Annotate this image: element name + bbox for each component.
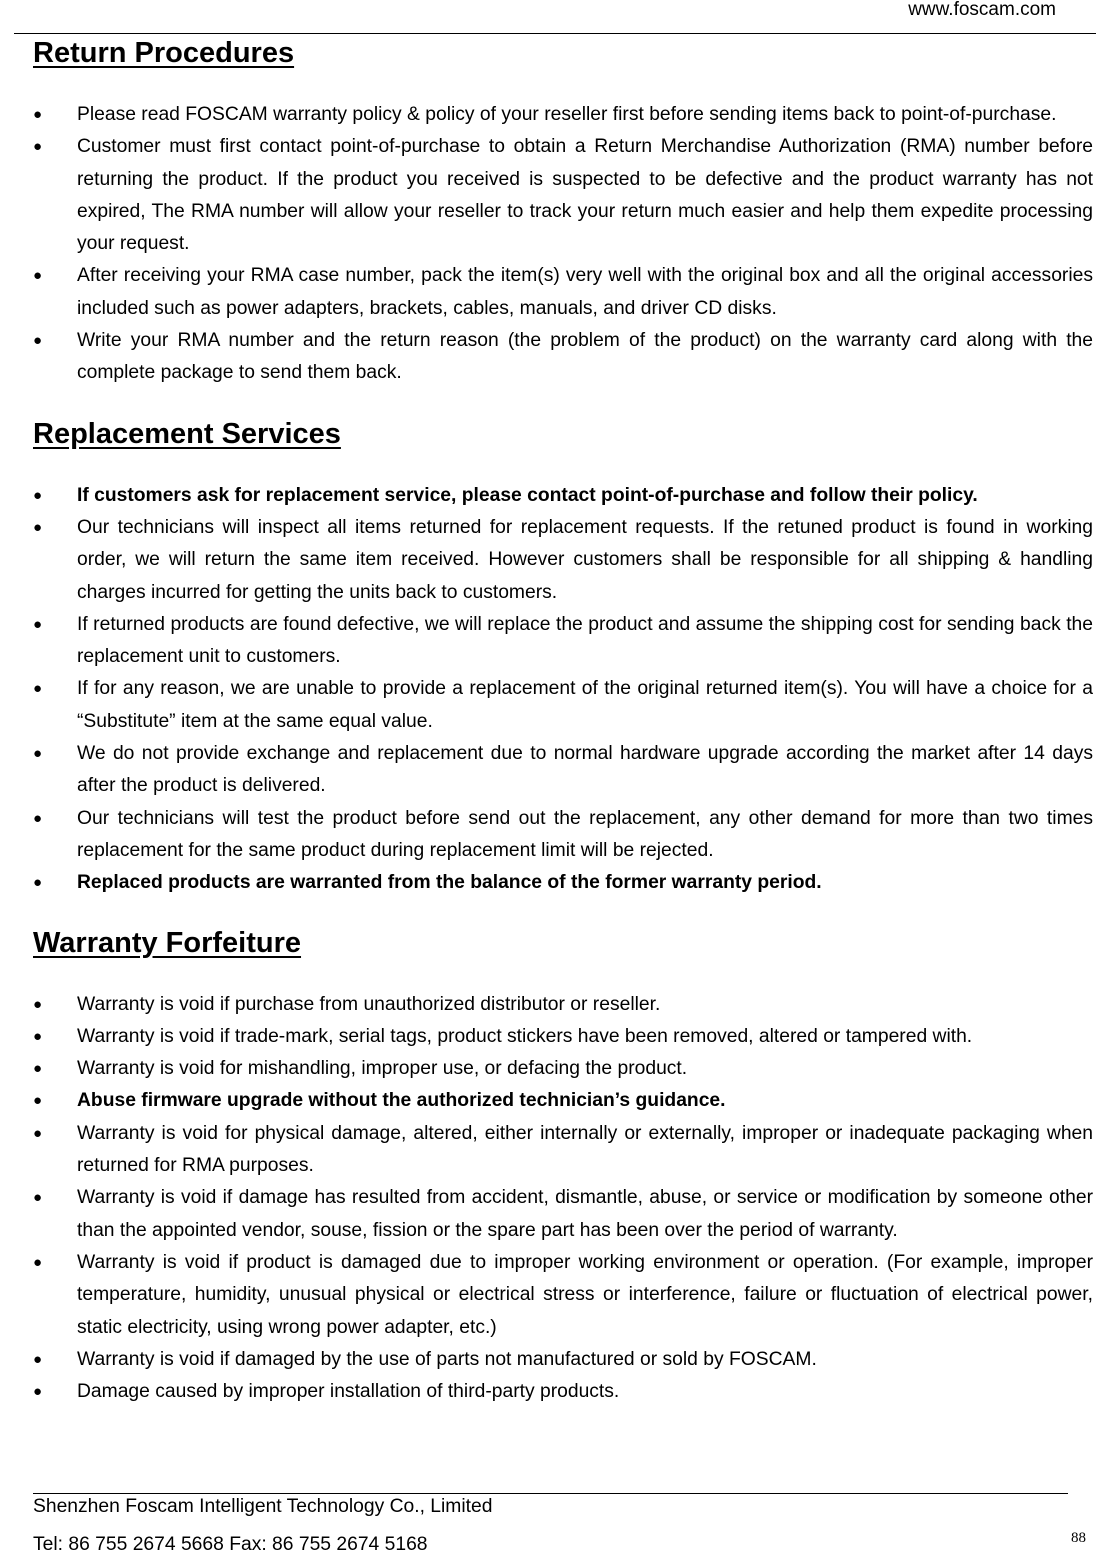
- list-item-text: Please read FOSCAM warranty policy & policy of your reseller first before sending items back to point-of-purchase.: [77, 104, 1057, 125]
- list-item: [33, 1085, 1093, 1117]
- list-item: [33, 1021, 1093, 1053]
- bullet-list: [33, 480, 1093, 900]
- list-item-text: Abuse firmware upgrade without the authorized technician’s guidance.: [77, 1090, 726, 1112]
- section-warranty-forfeiture: [33, 925, 1093, 1409]
- bullet-icon: ●: [33, 332, 43, 350]
- bullet-icon: ●: [33, 874, 43, 892]
- list-item: [33, 512, 1093, 609]
- bullet-icon: ●: [33, 745, 43, 763]
- bullet-icon: ●: [33, 615, 43, 633]
- bullet-list: [33, 99, 1093, 390]
- section-title: Warranty Forfeiture: [33, 926, 302, 959]
- list-item: [33, 1118, 1093, 1183]
- page-number: 88: [1071, 1530, 1086, 1546]
- list-item-text: If customers ask for replacement service, please contact point-of-purchase and follow their policy.: [77, 484, 978, 506]
- list-item: [33, 673, 1093, 738]
- list-item-text: Warranty is void for physical damage, altered, either internally or externally, improper or inadequate packaging when returned for RMA purposes.: [77, 1122, 1093, 1177]
- list-item-text: Our technicians will inspect all items returned for replacement requests. If the retuned product is found in working order, we will return the same item received. However customers shall be responsible for all shipping & handling charges incurred for getting the units back to customers.: [77, 516, 1093, 603]
- header-url: www.foscam.com: [908, 0, 1056, 20]
- bullet-icon: ●: [33, 1124, 43, 1142]
- list-item-text: Warranty is void if damaged by the use of parts not manufactured or sold by FOSCAM.: [77, 1348, 817, 1370]
- list-item-text: If returned products are found defective, we will replace the product and assume the shipping cost for sending back the replacement unit to customers.: [77, 613, 1093, 668]
- bullet-icon: ●: [33, 1060, 43, 1078]
- list-item: [33, 260, 1093, 325]
- list-item: [33, 1344, 1093, 1376]
- list-item-text: Damage caused by improper installation of third-party products.: [77, 1381, 620, 1403]
- bullet-icon: ●: [33, 1383, 43, 1401]
- list-item-text: If for any reason, we are unable to provide a replacement of the original returned item(s). You will have a choice for a “Substitute” item at the same equal value.: [77, 678, 1093, 732]
- list-item-text: After receiving your RMA case number, pack the item(s) very well with the original box and all the original accessories included such as power adapters, brackets, cables, manuals, and driver CD disks.: [77, 265, 1093, 319]
- list-item-text: Warranty is void if purchase from unauthorized distributor or reseller.: [77, 993, 661, 1015]
- list-item-text: Warranty is void for mishandling, improper use, or defacing the product.: [77, 1058, 688, 1080]
- list-item: [33, 1376, 1093, 1408]
- bullet-icon: ●: [33, 106, 43, 123]
- bullet-icon: ●: [33, 680, 43, 698]
- list-item: [33, 609, 1093, 674]
- list-item: [33, 867, 1093, 899]
- section-replacement-services: [33, 416, 1093, 900]
- bullet-icon: ●: [33, 1027, 43, 1045]
- list-item: [33, 131, 1093, 260]
- bullet-list: [33, 989, 1093, 1409]
- list-item-text: Our technicians will test the product before send out the replacement, any other demand for more than two times replacement for the same product during replacement limit will be rejected.: [77, 807, 1093, 861]
- bullet-icon: ●: [33, 1350, 43, 1368]
- header-divider: [14, 33, 1096, 34]
- list-item: [33, 325, 1093, 390]
- document-body: [33, 35, 1093, 1408]
- footer-contact: Tel: 86 755 2674 5668 Fax: 86 755 2674 5168: [33, 1534, 428, 1555]
- list-item: [33, 738, 1093, 803]
- bullet-icon: ●: [33, 1253, 43, 1271]
- list-item-text: Warranty is void if product is damaged due to improper working environment or operation. (For example, improper temperature, humidity, unusual physical or electrical stress or interference, failure or fluctuation of electrical power, static electricity, using wrong power adapter, etc.): [77, 1251, 1093, 1338]
- bullet-icon: ●: [33, 809, 43, 827]
- bullet-icon: ●: [33, 518, 43, 536]
- list-item: [33, 803, 1093, 868]
- list-item: [33, 989, 1093, 1021]
- bullet-icon: ●: [33, 486, 43, 504]
- bullet-icon: ●: [33, 267, 43, 285]
- bullet-icon: ●: [33, 995, 43, 1013]
- bullet-icon: ●: [33, 1189, 43, 1207]
- section-title: Return Procedures: [33, 37, 295, 69]
- bullet-icon: ●: [33, 1092, 43, 1110]
- list-item: [33, 1053, 1093, 1085]
- list-item: [33, 480, 1093, 512]
- list-item-text: Warranty is void if trade-mark, serial tags, product stickers have been removed, altered or tampered with.: [77, 1025, 973, 1047]
- list-item: [33, 1182, 1093, 1247]
- footer-company: Shenzhen Foscam Intelligent Technology Co., Limited: [33, 1496, 493, 1517]
- section-return-procedures: [33, 35, 1093, 390]
- list-item: [33, 1247, 1093, 1344]
- list-item: [33, 99, 1093, 131]
- list-item-text: Replaced products are warranted from the balance of the former warranty period.: [77, 872, 822, 894]
- section-title: Replacement Services: [33, 417, 341, 450]
- bullet-icon: ●: [33, 138, 43, 156]
- footer-divider: [33, 1493, 1068, 1494]
- list-item-text: Customer must first contact point-of-purchase to obtain a Return Merchandise Authorization (RMA) number before returning the product. If the product you received is suspected to be defective and the product warranty has not expired, The RMA number will allow your reseller to track your return much easier and help them expedite processing your request.: [77, 136, 1093, 255]
- list-item-text: We do not provide exchange and replacement due to normal hardware upgrade according the market after 14 days after the product is delivered.: [77, 743, 1093, 797]
- list-item-text: Warranty is void if damage has resulted from accident, dismantle, abuse, or service or modification by someone other than the appointed vendor, souse, fission or the spare part has been over the period of warranty.: [77, 1187, 1093, 1241]
- list-item-text: Write your RMA number and the return reason (the problem of the product) on the warranty card along with the complete package to send them back.: [77, 330, 1093, 384]
